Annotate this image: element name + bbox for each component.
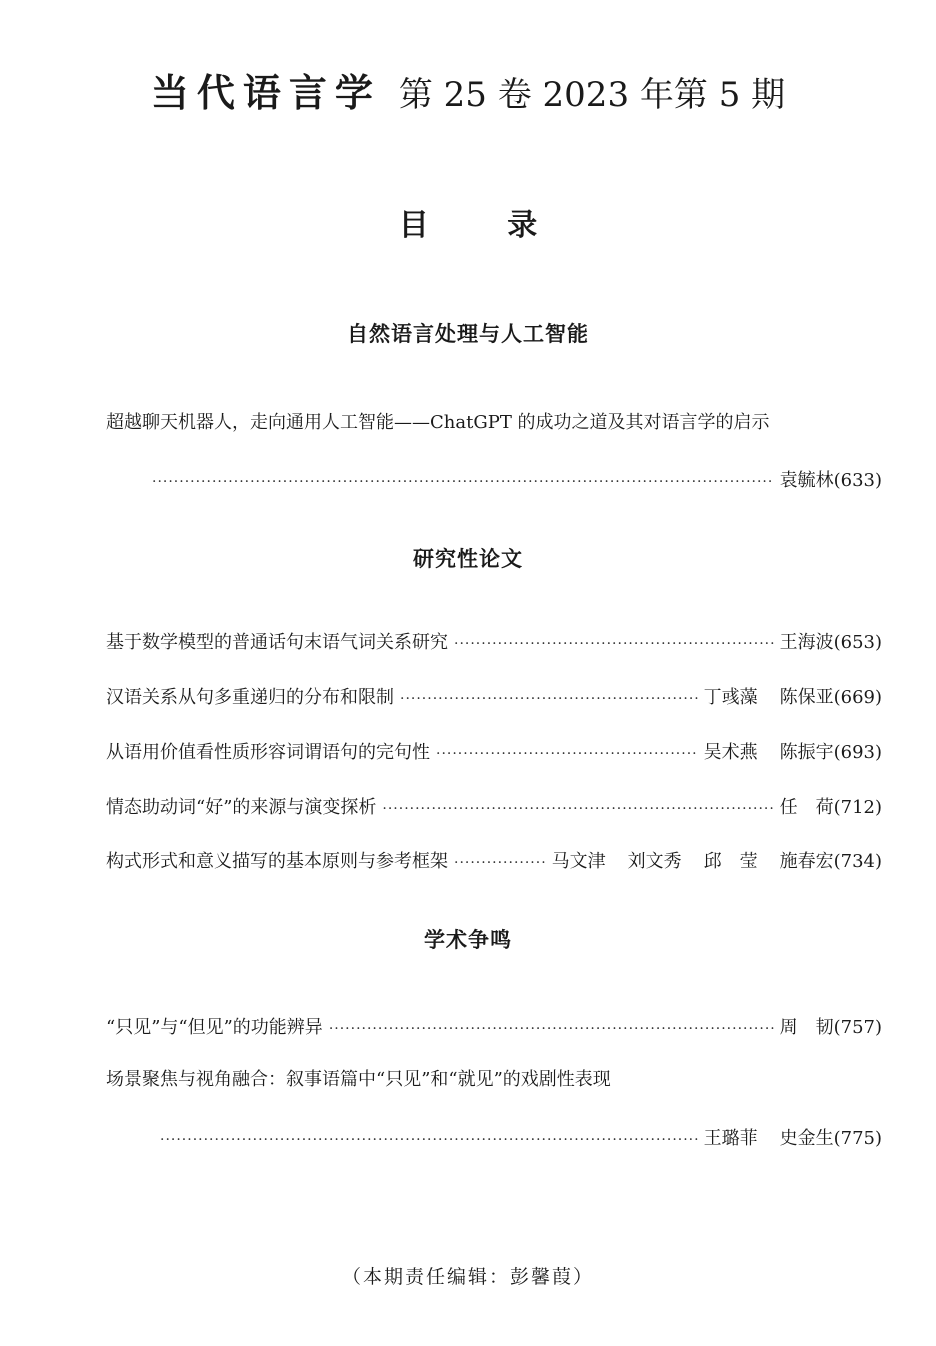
author: 王璐菲	[703, 1128, 758, 1149]
dot-leader	[454, 636, 774, 652]
dot-leader	[329, 1021, 774, 1037]
page-number: (775)	[833, 1128, 882, 1149]
page-number: (633)	[833, 470, 882, 491]
entry-title: 构式形式和意义描写的基本原则与参考框架	[106, 851, 448, 872]
toc-entry	[106, 628, 882, 654]
entry-authors	[552, 847, 834, 873]
author: 任 荷	[779, 797, 834, 818]
author: 邱 莹	[703, 851, 758, 872]
entry-title: “只见”与“但见”的功能辨异	[106, 1017, 323, 1038]
entry-authors	[780, 1013, 834, 1039]
journal-name: 当代语言学	[150, 71, 381, 115]
author: 马文津	[551, 851, 606, 872]
entry-authors	[704, 683, 834, 709]
author: 陈振宇	[779, 742, 834, 763]
author: 王海波	[779, 632, 834, 653]
dot-leader	[400, 691, 698, 707]
page-number: (712)	[833, 797, 882, 818]
author: 袁毓林	[779, 470, 834, 491]
entry-title: 超越聊天机器人，走向通用人工智能——ChatGPT 的成功之道及其对语言学的启示	[106, 412, 770, 433]
editor-note: （本期责任编辑：彭馨葭）	[341, 1266, 594, 1288]
entry-authors	[704, 1124, 834, 1150]
entry-title: 情态助动词“好”的来源与演变探析	[106, 797, 377, 818]
author: 周 韧	[779, 1017, 834, 1038]
toc-entry	[152, 466, 882, 492]
author: 丁彧藻	[703, 687, 758, 708]
entry-authors	[780, 793, 834, 819]
dot-leader	[160, 1132, 698, 1148]
toc-entry	[106, 793, 882, 819]
issue-line: 第 25 卷 2023 年第 5 期	[398, 75, 786, 115]
toc-entry	[106, 847, 882, 873]
page-number: (734)	[833, 851, 882, 872]
journal-header	[0, 62, 936, 117]
entry-title: 基于数学模型的普通话句末语气词关系研究	[106, 632, 448, 653]
dot-leader	[436, 746, 698, 762]
section-title-debate: 学术争鸣	[424, 928, 512, 952]
author: 刘文秀	[627, 851, 682, 872]
entry-authors	[704, 738, 834, 764]
toc-heading: 目 录	[398, 208, 572, 243]
entry-authors	[780, 628, 834, 654]
toc-entry	[106, 1013, 882, 1039]
section-title-research: 研究性论文	[413, 547, 523, 571]
section-title-nlp-ai: 自然语言处理与人工智能	[347, 322, 589, 346]
page-number: (653)	[833, 632, 882, 653]
author: 史金生	[779, 1128, 834, 1149]
entry-title: 汉语关系从句多重递归的分布和限制	[106, 687, 394, 708]
author: 施春宏	[779, 851, 834, 872]
entry-authors	[780, 466, 834, 492]
entry-title: 场景聚焦与视角融合：叙事语篇中“只见”和“就见”的戏剧性表现	[106, 1069, 611, 1090]
dot-leader	[454, 855, 546, 871]
author: 吴术燕	[703, 742, 758, 763]
toc-entry	[106, 683, 882, 709]
author: 陈保亚	[779, 687, 834, 708]
page-number: (693)	[833, 742, 882, 763]
page-number: (757)	[833, 1017, 882, 1038]
toc-entry	[106, 738, 882, 764]
toc-entry	[160, 1124, 882, 1150]
dot-leader	[382, 801, 773, 817]
page-number: (669)	[833, 687, 882, 708]
entry-title: 从语用价值看性质形容词谓语句的完句性	[106, 742, 430, 763]
dot-leader	[152, 474, 774, 490]
